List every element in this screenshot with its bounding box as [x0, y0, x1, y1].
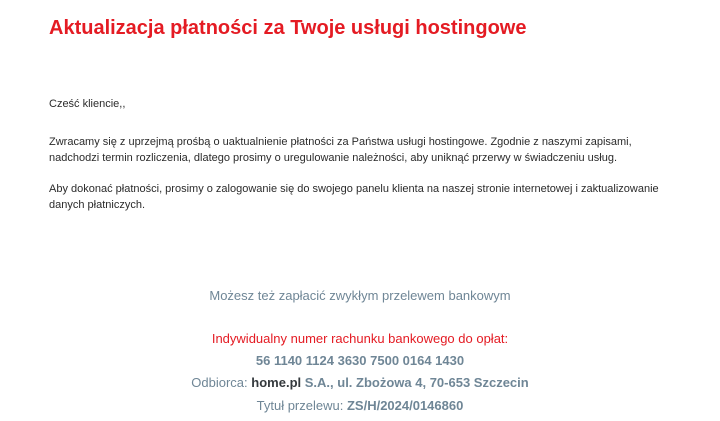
transfer-title-value: ZS/H/2024/0146860: [346, 398, 464, 413]
account-number-label: Indywidualny numer rachunku bankowego do opłat:: [211, 331, 509, 346]
recipient-company: home.pl: [251, 375, 302, 390]
recipient-line: [0, 374, 720, 392]
recipient-label: Odbiorca:: [191, 375, 248, 390]
greeting: Cześć kliencie,,: [49, 98, 126, 110]
alt-payment-text: Możesz też zapłacić zwykłym przelewem bankowym: [209, 288, 511, 303]
email-title: Aktualizacja płatności za Twoje usługi hostingowe: [49, 17, 527, 39]
account-number: 56 1140 1124 3630 7500 0164 1430: [255, 353, 465, 368]
recipient-address: S.A., ul. Zbożowa 4, 70-653 Szczecin: [304, 375, 529, 390]
transfer-title-label: Tytuł przelewu:: [256, 398, 344, 413]
paragraph-login-instructions: Aby dokonać płatności, prosimy o zalogowanie się do swojego panelu klienta na naszej stronie internetowej i zaktualizowanie danych płatniczych.: [49, 183, 659, 211]
transfer-title-line: [0, 397, 720, 415]
paragraph-payment-update: Zwracamy się z uprzejmą prośbą o uaktualnienie płatności za Państwa usługi hostingowe. Zgodnie z naszymi zapisami, nadchodzi termin rozliczenia, dlatego prosimy o uregulowanie należności, aby uniknąć przerwy w świadczeniu usług.: [49, 136, 632, 164]
